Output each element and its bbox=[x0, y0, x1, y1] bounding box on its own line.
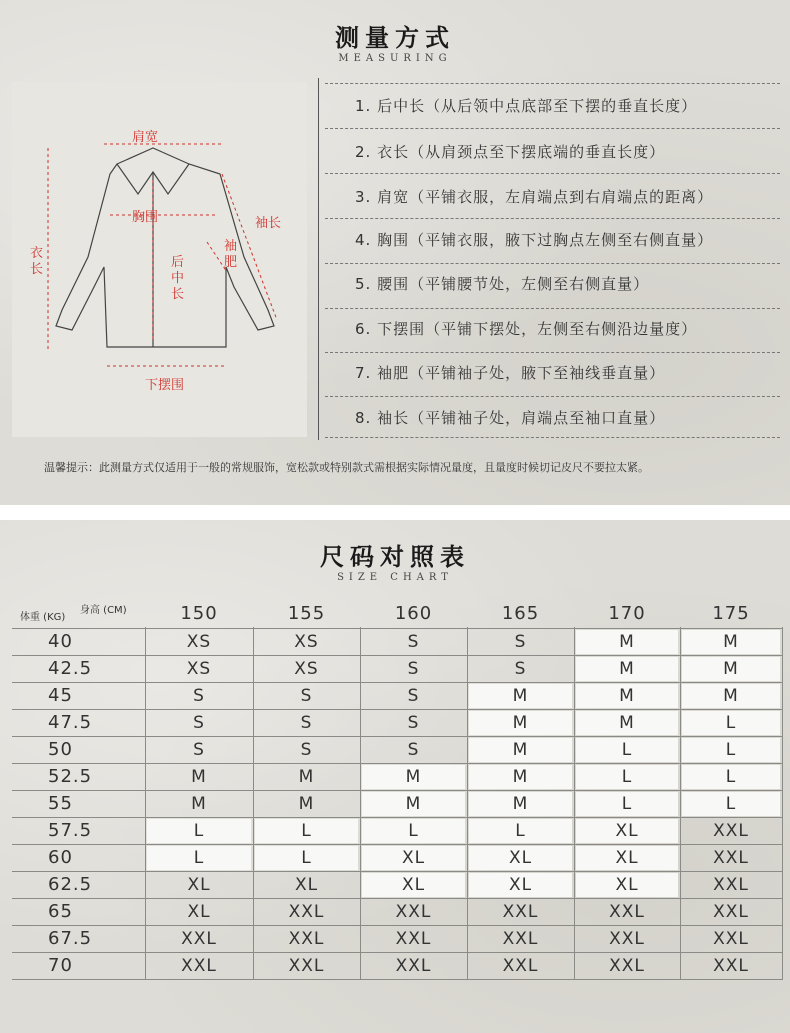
size-cell: L bbox=[255, 846, 358, 870]
size-cell: M bbox=[469, 765, 572, 789]
measure-item: 7. 袖肥（平铺袖子处，腋下至袖线垂直量） bbox=[355, 364, 666, 382]
row-line bbox=[12, 736, 782, 737]
size-cell: XXL bbox=[609, 956, 645, 976]
weight-value: 50 bbox=[48, 739, 73, 760]
size-cell: M bbox=[576, 657, 678, 681]
size-cell: XL bbox=[362, 846, 465, 870]
size-cell: L bbox=[576, 738, 678, 762]
size-cell: XS bbox=[294, 659, 319, 679]
size-cell: M bbox=[682, 684, 780, 708]
column-divider bbox=[145, 627, 146, 980]
height-header: 身高 (CM) bbox=[80, 605, 127, 616]
row-line bbox=[12, 709, 782, 710]
size-cell: XS bbox=[186, 632, 212, 652]
size-cell: XL bbox=[576, 873, 678, 897]
row-line bbox=[12, 628, 782, 629]
weight-value: 45 bbox=[48, 685, 73, 706]
size-cell: L bbox=[362, 819, 465, 843]
row-line bbox=[12, 898, 782, 899]
height-value: 170 bbox=[608, 603, 646, 624]
size-cell: XXL bbox=[502, 929, 539, 949]
size-cell: M bbox=[469, 738, 572, 762]
size-cell: XXL bbox=[713, 875, 749, 895]
size-chart-subtitle: SIZE CHART bbox=[337, 572, 453, 583]
column-divider bbox=[574, 627, 575, 980]
weight-value: 67.5 bbox=[48, 928, 93, 949]
size-cell: M bbox=[682, 630, 780, 654]
label-shoulder: 肩宽 bbox=[132, 130, 159, 145]
label-chest: 胸围 bbox=[132, 210, 159, 225]
size-cell: L bbox=[576, 765, 678, 789]
size-cell: XXL bbox=[609, 929, 645, 949]
size-cell: XS bbox=[186, 659, 212, 679]
label-back-center: 后中长 bbox=[171, 255, 185, 302]
size-cell: L bbox=[469, 819, 572, 843]
tip-note: 温馨提示：此测量方式仅适用于一般的常规服饰，宽松款或特别款式需根据实际情况量度，且量度时候切记皮尺不要拉太紧。 bbox=[44, 461, 649, 474]
row-line bbox=[12, 817, 782, 818]
size-cell: XXL bbox=[288, 929, 325, 949]
size-cell: XS bbox=[294, 632, 319, 652]
row-separator bbox=[325, 128, 780, 129]
size-cell: XXL bbox=[713, 902, 749, 922]
measure-guides bbox=[48, 144, 277, 366]
weight-value: 52.5 bbox=[48, 766, 93, 787]
size-cell: XXL bbox=[713, 956, 749, 976]
size-cell: S bbox=[193, 713, 205, 733]
row-line bbox=[12, 790, 782, 791]
row-line bbox=[12, 979, 782, 980]
size-cell: XXL bbox=[713, 848, 749, 868]
row-separator bbox=[325, 352, 780, 353]
column-divider bbox=[467, 627, 468, 980]
height-value: 155 bbox=[287, 603, 326, 624]
column-divider bbox=[253, 627, 254, 980]
size-cell: XL bbox=[576, 846, 678, 870]
weight-value: 55 bbox=[48, 793, 73, 814]
size-cell: XXL bbox=[288, 902, 325, 922]
size-cell: XXL bbox=[181, 929, 217, 949]
size-cell: S bbox=[514, 632, 527, 652]
size-cell: L bbox=[682, 738, 780, 762]
row-line bbox=[12, 952, 782, 953]
weight-header: 体重 (KG) bbox=[20, 612, 66, 623]
size-cell: L bbox=[682, 792, 780, 816]
size-cell: XXL bbox=[395, 956, 432, 976]
size-cell: S bbox=[193, 740, 205, 760]
size-cell: S bbox=[407, 659, 420, 679]
measure-item: 5. 腰围（平铺腰节处，左侧至右侧直量） bbox=[355, 275, 650, 293]
size-cell: M bbox=[191, 767, 207, 787]
size-cell: XL bbox=[576, 819, 678, 843]
size-cell: M bbox=[576, 711, 678, 735]
size-cell: XXL bbox=[395, 929, 432, 949]
row-line bbox=[12, 763, 782, 764]
size-cell: L bbox=[147, 819, 251, 843]
size-cell: L bbox=[147, 846, 251, 870]
size-cell: M bbox=[298, 767, 315, 787]
column-divider bbox=[782, 627, 783, 980]
label-hem: 下摆围 bbox=[145, 378, 185, 393]
size-cell: S bbox=[300, 686, 313, 706]
size-cell: XL bbox=[294, 875, 319, 895]
weight-value: 65 bbox=[48, 901, 73, 922]
size-cell: S bbox=[407, 632, 420, 652]
size-cell: XL bbox=[187, 875, 211, 895]
size-cell: S bbox=[407, 740, 420, 760]
jacket-outline bbox=[56, 148, 274, 347]
size-cell: S bbox=[514, 659, 527, 679]
measure-item: 1. 后中长（从后领中点底部至下摆的垂直长度） bbox=[355, 97, 698, 115]
size-cell: XXL bbox=[609, 902, 645, 922]
height-value: 165 bbox=[501, 603, 540, 624]
size-cell: XXL bbox=[181, 956, 217, 976]
weight-value: 40 bbox=[48, 631, 73, 652]
row-separator bbox=[325, 396, 780, 397]
size-cell: M bbox=[191, 794, 207, 814]
row-line bbox=[12, 871, 782, 872]
weight-value: 60 bbox=[48, 847, 73, 868]
weight-value: 62.5 bbox=[48, 874, 93, 895]
measure-item: 2. 衣长（从肩颈点至下摆底端的垂直长度） bbox=[355, 143, 666, 161]
measure-item: 8. 袖长（平铺袖子处，肩端点至袖口直量） bbox=[355, 409, 666, 427]
measure-item: 4. 胸围（平铺衣服，腋下过胸点左侧至右侧直量） bbox=[355, 231, 714, 249]
weight-value: 57.5 bbox=[48, 820, 93, 841]
size-chart-title: 尺码对照表 bbox=[320, 542, 470, 571]
height-value: 150 bbox=[180, 603, 218, 624]
row-line bbox=[12, 655, 782, 656]
size-cell: M bbox=[576, 684, 678, 708]
size-cell: L bbox=[682, 765, 780, 789]
row-separator bbox=[325, 437, 780, 438]
weight-value: 47.5 bbox=[48, 712, 93, 733]
size-cell: XXL bbox=[395, 902, 432, 922]
row-separator bbox=[325, 308, 780, 309]
divider-line bbox=[318, 78, 319, 440]
weight-value: 70 bbox=[48, 955, 73, 976]
measuring-title: 测量方式 bbox=[335, 23, 455, 52]
row-separator bbox=[325, 173, 780, 174]
size-cell: M bbox=[298, 794, 315, 814]
size-cell: XL bbox=[362, 873, 465, 897]
measure-item: 3. 肩宽（平铺衣服，左肩端点到右肩端点的距离） bbox=[355, 188, 714, 206]
size-cell: S bbox=[193, 686, 205, 706]
row-line bbox=[12, 925, 782, 926]
label-sleeve-length: 袖长 bbox=[255, 216, 282, 231]
size-cell: XL bbox=[469, 846, 572, 870]
size-cell: S bbox=[407, 713, 420, 733]
size-cell: XXL bbox=[713, 929, 749, 949]
size-cell: S bbox=[300, 740, 313, 760]
size-cell: XL bbox=[187, 902, 211, 922]
size-cell: XXL bbox=[502, 956, 539, 976]
row-separator bbox=[325, 218, 780, 219]
size-cell: M bbox=[469, 711, 572, 735]
row-separator bbox=[325, 263, 780, 264]
size-cell: M bbox=[362, 792, 465, 816]
size-cell: XXL bbox=[502, 902, 539, 922]
size-cell: L bbox=[255, 819, 358, 843]
weight-value: 42.5 bbox=[48, 658, 93, 679]
measure-item: 6. 下摆围（平铺下摆处，左侧至右侧沿边量度） bbox=[355, 320, 698, 338]
column-divider bbox=[360, 627, 361, 980]
size-cell: M bbox=[469, 684, 572, 708]
row-line bbox=[12, 682, 782, 683]
row-line bbox=[12, 844, 782, 845]
label-body-length: 衣长 bbox=[30, 246, 44, 277]
size-cell: L bbox=[576, 792, 678, 816]
height-value: 175 bbox=[712, 603, 750, 624]
size-cell: XL bbox=[469, 873, 572, 897]
label-sleeve-width: 袖肥 bbox=[224, 239, 238, 270]
column-divider bbox=[680, 627, 681, 980]
size-cell: XXL bbox=[288, 956, 325, 976]
size-cell: S bbox=[300, 713, 313, 733]
height-value: 160 bbox=[394, 603, 433, 624]
size-cell: M bbox=[576, 630, 678, 654]
size-cell: M bbox=[469, 792, 572, 816]
size-cell: XXL bbox=[713, 821, 749, 841]
row-separator bbox=[325, 83, 780, 84]
size-cell: S bbox=[407, 686, 420, 706]
measuring-subtitle: MEASURING bbox=[338, 53, 452, 64]
size-cell: L bbox=[682, 711, 780, 735]
size-cell: M bbox=[682, 657, 780, 681]
size-cell: M bbox=[362, 765, 465, 789]
